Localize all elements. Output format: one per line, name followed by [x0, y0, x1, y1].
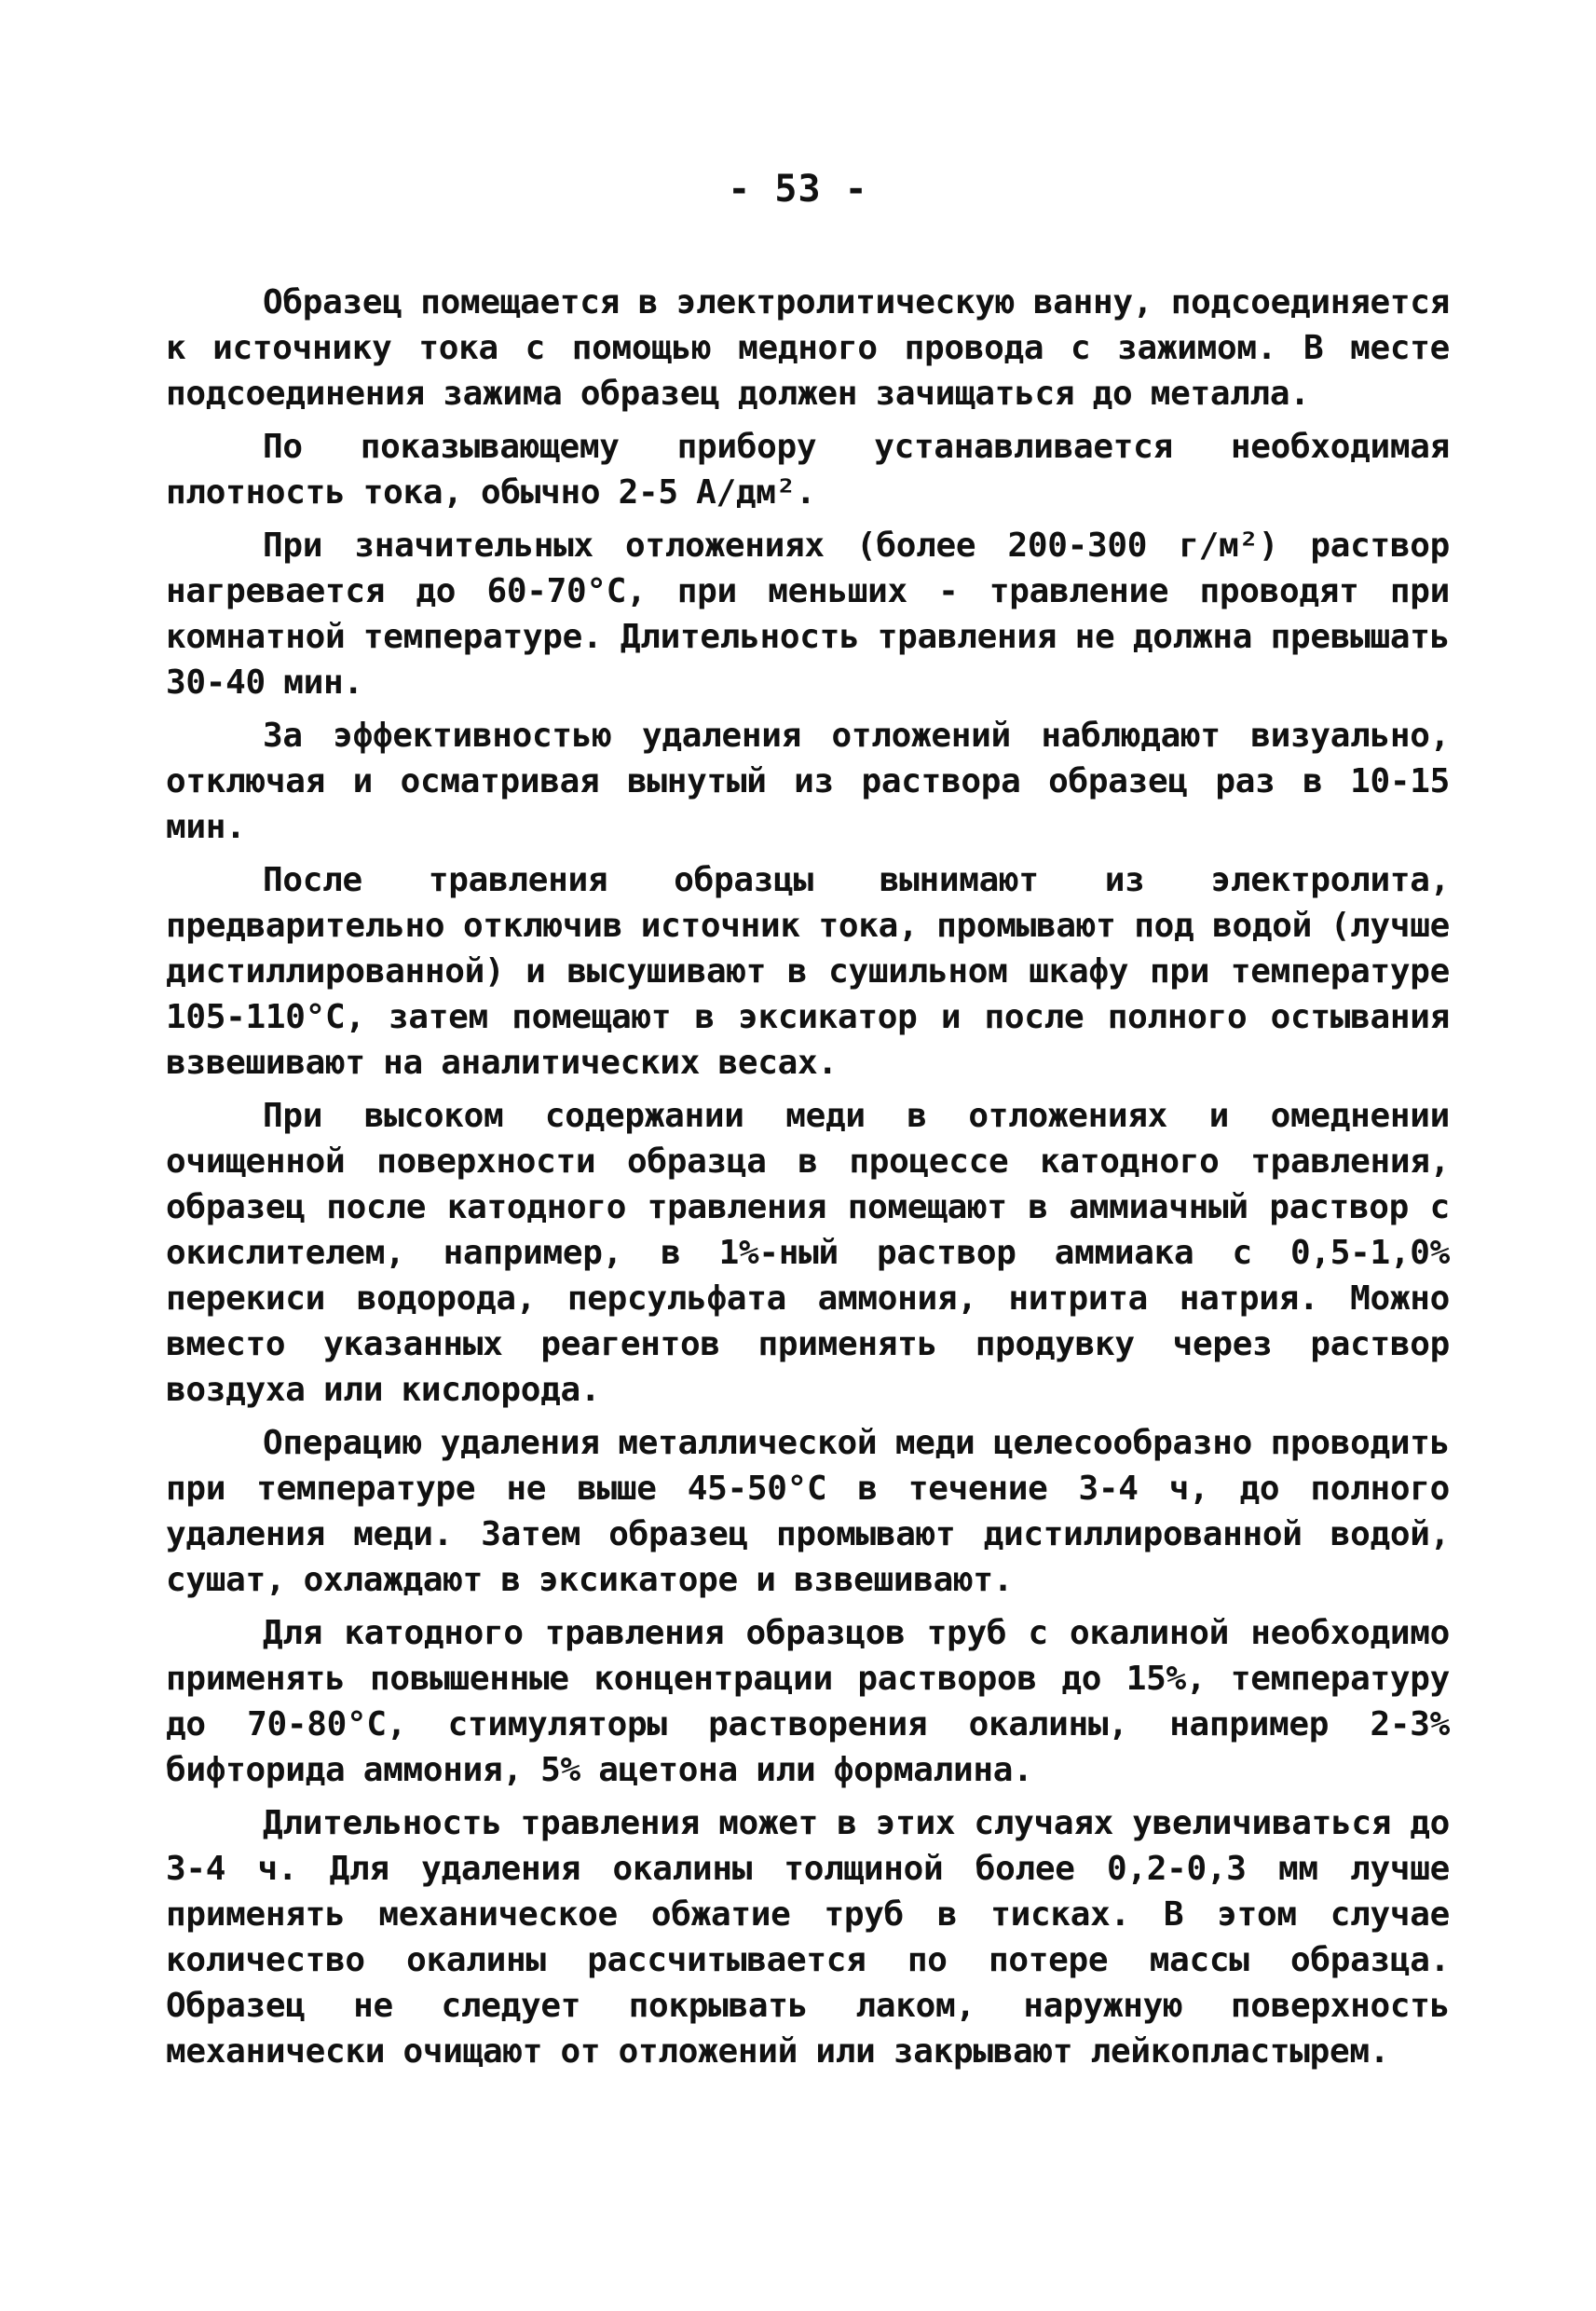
body-text [166, 280, 1450, 2082]
page-number: - 53 - [728, 168, 868, 211]
paragraph-8: Для катодного травления образцов труб с окалиной необходимо применять повышенные концентрации растворов до 15%, температуру до 70-80°С, стимуляторы растворения окалины, например 2-3% бифторида аммония, 5% ацетона или формалина. [166, 1614, 1450, 1789]
paragraph-3: При значительных отложениях (более 200-300 г/м²) раствор нагревается до 60-70°С, при меньших - травление проводят при комнатной температуре. Длительность травления не должна превышать 30-40 мин. [166, 526, 1450, 702]
paragraph-2: По показывающему прибору устанавливается необходимая плотность тока, обычно 2-5 А/дм². [166, 428, 1450, 512]
paragraph-9: Длительность травления может в этих случаях увеличиваться до 3-4 ч. Для удаления окалины толщиной более 0,2-0,3 мм лучше применять механическое обжатие труб в тисках. В этом случае количество окалины рассчитывается по потере массы образца. Образец не следует покрывать лаком, наружную поверхность механически очищают от отложений или закрывают лейкопластырем. [166, 1804, 1450, 2071]
paragraph-5: После травления образцы вынимают из электролита, предварительно отключив источник тока, промывают под водой (лучше дистиллированной) и высушивают в сушильном шкафу при температуре 105-110°С, затем помещают в эксикатор и после полного остывания взвешивают на аналитических весах. [166, 861, 1450, 1082]
paragraph-1: Образец помещается в электролитическую ванну, подсоединяется к источнику тока с помощью медного провода с зажимом. В месте подсоединения зажима образец должен зачищаться до металла. [166, 283, 1450, 413]
paragraph-4: За эффективностью удаления отложений наблюдают визуально, отключая и осматривая вынутый из раствора образец раз в 10-15 мин. [166, 717, 1450, 846]
paragraph-7: Операцию удаления металлической меди целесообразно проводить при температуре не выше 45-50°С в течение 3-4 ч, до полного удаления меди. Затем образец промывают дистиллированной водой, сушат, охлаждают в эксикаторе и взвешивают. [166, 1424, 1450, 1599]
paragraph-6: При высоком содержании меди в отложениях и омеднении очищенной поверхности образца в процессе катодного травления, образец после катодного травления помещают в аммиачный раствор с окислителем, например, в 1%-ный раствор аммиака с 0,5-1,0% перекиси водорода, персульфата аммония, нитрита натрия. Можно вместо указанных реагентов применять продувку через раствор воздуха или кислорода. [166, 1097, 1450, 1409]
